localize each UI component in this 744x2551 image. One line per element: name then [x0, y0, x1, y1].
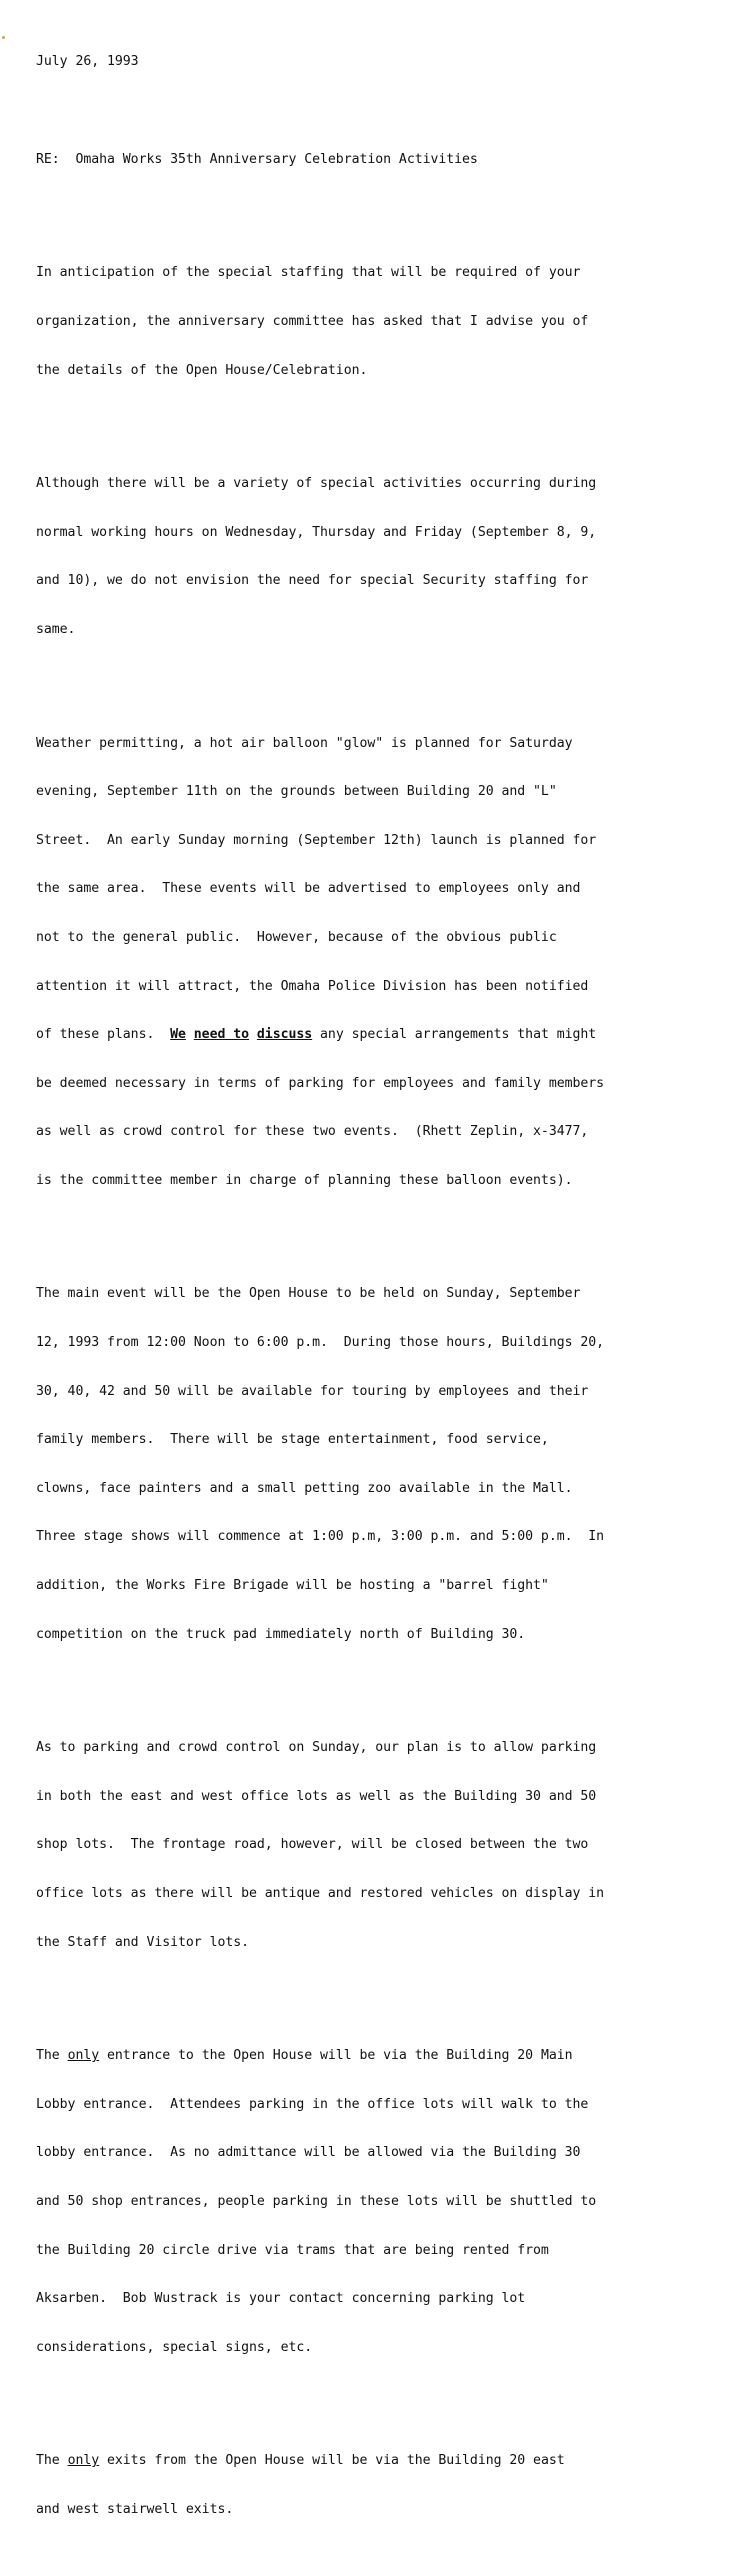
emphasis-only: only — [67, 2453, 100, 2469]
paragraph-6-line: Lobby entrance. Attendees parking in the office lots will walk to the — [36, 2096, 589, 2112]
paragraph-3-line: the same area. These events will be advertised to employees only and — [36, 881, 581, 897]
text-run: The — [36, 2453, 68, 2469]
paragraph-4-line: competition on the truck pad immediately north of Building 30. — [36, 1626, 526, 1642]
paragraph-1-line: organization, the anniversary committee has asked that I advise you of — [36, 313, 589, 329]
paragraph-4-line: The main event will be the Open House to be held on Sunday, September — [36, 1286, 581, 1302]
paragraph-3-line: as well as crowd control for these two events. (Rhett Zeplin, x-3477, — [36, 1124, 589, 1140]
paragraph-6-line: Aksarben. Bob Wustrack is your contact concerning parking lot — [36, 2291, 526, 2307]
text-run: exits from the Open House will be via the Building 20 east — [99, 2453, 565, 2469]
memo-date: July 26, 1993 — [36, 54, 139, 70]
paragraph-5-line: As to parking and crowd control on Sunday, our plan is to allow parking — [36, 1740, 597, 1756]
paragraph-2-line: Although there will be a variety of special activities occurring during — [36, 476, 597, 492]
paragraph-3-line: Weather permitting, a hot air balloon "glow" is planned for Saturday — [36, 735, 573, 751]
paragraph-4-line: addition, the Works Fire Brigade will be hosting a "barrel fight" — [36, 1578, 549, 1594]
paragraph-3-line: be deemed necessary in terms of parking for employees and family members — [36, 1075, 605, 1091]
paragraph-7-line: and west stairwell exits. — [36, 2501, 234, 2517]
emphasis-we: We — [170, 1027, 186, 1043]
paragraph-6-line: the Building 20 circle drive via trams that are being rented from — [36, 2242, 549, 2258]
paragraph-3-line — [36, 1027, 736, 1043]
emphasis-need-to: need to — [193, 1027, 250, 1043]
paragraph-1-line: In anticipation of the special staffing that will be required of your — [36, 265, 581, 281]
paragraph-4-line: Three stage shows will commence at 1:00 p.m, 3:00 p.m. and 5:00 p.m. In — [36, 1529, 605, 1545]
paragraph-6-line — [36, 2048, 736, 2064]
text-run: The — [36, 2048, 68, 2064]
paragraph-7-line — [36, 2453, 736, 2469]
emphasis-only: only — [67, 2048, 100, 2064]
paper-speck — [2, 36, 5, 39]
paragraph-3-line: is the committee member in charge of planning these balloon events). — [36, 1172, 573, 1188]
memo-subject-line — [36, 152, 736, 168]
emphasis-discuss: discuss — [256, 1027, 313, 1043]
paragraph-5-line: in both the east and west office lots as well as the Building 30 and 50 — [36, 1788, 597, 1804]
re-label: RE: — [36, 151, 60, 167]
paragraph-4-line: family members. There will be stage entertainment, food service, — [36, 1432, 549, 1448]
paragraph-2-line: normal working hours on Wednesday, Thursday and Friday (September 8, 9, — [36, 524, 597, 540]
paragraph-4-line: 12, 1993 from 12:00 Noon to 6:00 p.m. During those hours, Buildings 20, — [36, 1335, 605, 1351]
re-subject: Omaha Works 35th Anniversary Celebration Activities — [75, 151, 478, 167]
text-run: any special arrangements that might — [312, 1027, 597, 1043]
paragraph-5-line: office lots as there will be antique and restored vehicles on display in — [36, 1886, 605, 1902]
memo-body — [36, 22, 736, 2551]
paragraph-3-line: evening, September 11th on the grounds between Building 20 and "L" — [36, 784, 557, 800]
paragraph-5-line: shop lots. The frontage road, however, will be closed between the two — [36, 1837, 589, 1853]
paragraph-4-line: 30, 40, 42 and 50 will be available for touring by employees and their — [36, 1383, 589, 1399]
paragraph-6-line: lobby entrance. As no admittance will be allowed via the Building 30 — [36, 2145, 581, 2161]
paragraph-1-line: the details of the Open House/Celebration. — [36, 362, 368, 378]
paragraph-3-line: attention it will attract, the Omaha Police Division has been notified — [36, 978, 589, 994]
paragraph-5-line: the Staff and Visitor lots. — [36, 1934, 250, 1950]
paragraph-3-line: Street. An early Sunday morning (September 12th) launch is planned for — [36, 832, 597, 848]
paragraph-2-line: and 10), we do not envision the need for special Security staffing for — [36, 573, 589, 589]
paragraph-6-line: and 50 shop entrances, people parking in these lots will be shuttled to — [36, 2193, 597, 2209]
text-run: of these plans. — [36, 1027, 171, 1043]
paragraph-2-line: same. — [36, 621, 76, 637]
paragraph-6-line: considerations, special signs, etc. — [36, 2339, 313, 2355]
paragraph-4-line: clowns, face painters and a small petting zoo available in the Mall. — [36, 1480, 573, 1496]
text-run: entrance to the Open House will be via the Building 20 Main — [99, 2048, 573, 2064]
paragraph-3-line: not to the general public. However, because of the obvious public — [36, 929, 557, 945]
